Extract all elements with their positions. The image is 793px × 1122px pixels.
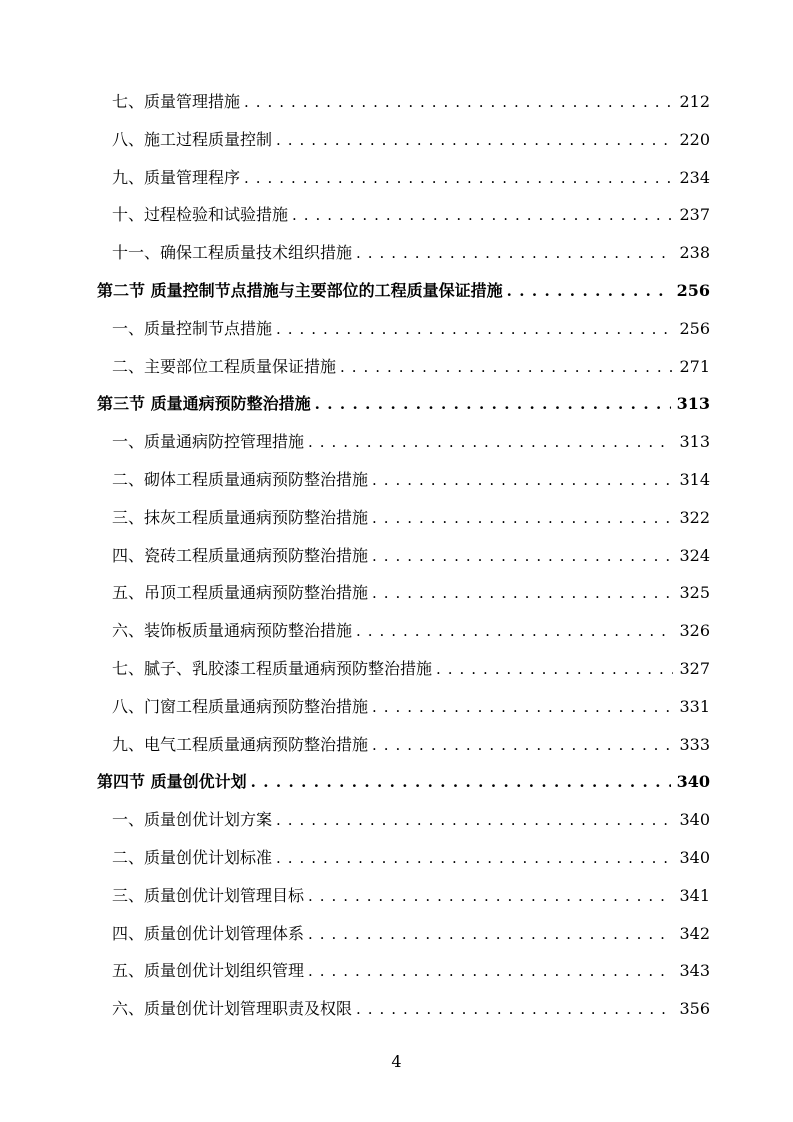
toc-entry[interactable] xyxy=(112,310,710,348)
toc-dot-leader xyxy=(276,122,673,160)
toc-dot-leader xyxy=(372,575,673,613)
toc-section-title: 第三节 质量通病预防整治措施 xyxy=(97,394,311,414)
toc-entry[interactable] xyxy=(112,726,710,764)
toc-entry-title: 八、施工过程质量控制 xyxy=(112,129,273,149)
toc-entry[interactable] xyxy=(112,612,710,650)
toc-entry-title: 一、质量创优计划方案 xyxy=(112,810,273,830)
toc-entry-title: 三、质量创优计划管理目标 xyxy=(112,885,305,905)
toc-entry-page: 342 xyxy=(679,923,710,943)
toc-entry-title: 一、质量控制节点措施 xyxy=(112,318,273,338)
toc-section-entry[interactable] xyxy=(97,385,710,423)
toc-entry-title: 八、门窗工程质量通病预防整治措施 xyxy=(112,696,369,716)
toc-dot-leader xyxy=(308,878,673,916)
toc-entry[interactable] xyxy=(112,952,710,990)
toc-section-page: 340 xyxy=(676,772,710,792)
toc-entry[interactable] xyxy=(112,537,710,575)
toc-dot-leader xyxy=(244,84,673,122)
toc-entry-page: 333 xyxy=(679,734,710,754)
toc-section-page: 313 xyxy=(676,394,710,414)
toc-dot-leader xyxy=(251,764,671,802)
toc-entry-title: 五、吊顶工程质量通病预防整治措施 xyxy=(112,583,369,603)
toc-entry-title: 六、装饰板质量通病预防整治措施 xyxy=(112,621,353,641)
page-number: 4 xyxy=(391,1052,402,1071)
toc-entry-page: 212 xyxy=(679,92,710,111)
toc-entry-page: 340 xyxy=(679,847,710,867)
toc-dot-leader xyxy=(507,273,671,311)
toc-entry-title: 二、主要部位工程质量保证措施 xyxy=(112,356,337,376)
toc-dot-leader xyxy=(356,235,673,273)
toc-entry-title: 九、质量管理程序 xyxy=(112,167,241,187)
toc-entry-page: 220 xyxy=(679,129,710,149)
toc-entry[interactable] xyxy=(112,423,710,461)
toc-entry-page: 271 xyxy=(679,356,710,376)
toc-entry-title: 十一、确保工程质量技术组织措施 xyxy=(112,243,353,263)
toc-entry[interactable] xyxy=(112,499,710,537)
toc-entry-page: 326 xyxy=(679,621,710,641)
toc-dot-leader xyxy=(244,160,673,198)
toc-dot-leader xyxy=(315,386,671,424)
toc-entry-title: 七、质量管理措施 xyxy=(112,92,241,111)
toc-entry[interactable] xyxy=(112,121,710,159)
toc-dot-leader xyxy=(276,311,673,349)
toc-dot-leader xyxy=(372,500,673,538)
toc-entry-title: 六、质量创优计划管理职责及权限 xyxy=(112,999,353,1019)
toc-dot-leader xyxy=(372,538,673,576)
toc-entry-page: 322 xyxy=(679,507,710,527)
toc-entry-page: 341 xyxy=(679,885,710,905)
toc-entry[interactable] xyxy=(112,688,710,726)
toc-entry[interactable] xyxy=(112,348,710,386)
toc-entry[interactable] xyxy=(112,234,710,272)
toc-dot-leader xyxy=(308,953,673,991)
toc-entry-title: 五、质量创优计划组织管理 xyxy=(112,961,305,981)
toc-section-title: 第四节 质量创优计划 xyxy=(97,772,247,792)
toc-entry-title: 十、过程检验和试验措施 xyxy=(112,205,289,225)
toc-entry[interactable] xyxy=(112,83,710,121)
toc-entry-title: 三、抹灰工程质量通病预防整治措施 xyxy=(112,507,369,527)
toc-entry[interactable] xyxy=(112,650,710,688)
toc-entry-title: 七、腻子、乳胶漆工程质量通病预防整治措施 xyxy=(112,658,433,678)
toc-section-entry[interactable] xyxy=(97,763,710,801)
toc-entry-page: 325 xyxy=(679,583,710,603)
toc-dot-leader xyxy=(356,991,673,1029)
toc-dot-leader xyxy=(292,197,673,235)
toc-entry-page: 234 xyxy=(679,167,710,187)
toc-dot-leader xyxy=(372,689,673,727)
toc-entry-page: 324 xyxy=(679,545,710,565)
table-of-contents xyxy=(0,83,793,1028)
toc-dot-leader xyxy=(308,916,673,954)
toc-dot-leader xyxy=(276,840,673,878)
toc-dot-leader xyxy=(436,651,673,689)
toc-dot-leader xyxy=(356,613,673,651)
toc-entry[interactable] xyxy=(112,915,710,953)
toc-section-page: 256 xyxy=(676,280,710,300)
toc-entry-title: 九、电气工程质量通病预防整治措施 xyxy=(112,734,369,754)
toc-entry[interactable] xyxy=(112,839,710,877)
toc-entry-title: 四、瓷砖工程质量通病预防整治措施 xyxy=(112,545,369,565)
toc-entry-page: 237 xyxy=(679,205,710,225)
toc-entry-page: 343 xyxy=(679,961,710,981)
toc-entry[interactable] xyxy=(112,990,710,1028)
toc-entry[interactable] xyxy=(112,877,710,915)
toc-dot-leader xyxy=(372,462,673,500)
toc-entry-title: 一、质量通病防控管理措施 xyxy=(112,432,305,452)
toc-entry[interactable] xyxy=(112,196,710,234)
toc-entry[interactable] xyxy=(112,801,710,839)
toc-section-entry[interactable] xyxy=(97,272,710,310)
toc-entry-page: 331 xyxy=(679,696,710,716)
toc-entry-page: 327 xyxy=(679,658,710,678)
toc-entry[interactable] xyxy=(112,461,710,499)
toc-entry-page: 256 xyxy=(679,318,710,338)
toc-entry-page: 340 xyxy=(679,810,710,830)
toc-entry-page: 313 xyxy=(679,432,710,452)
toc-entry-page: 356 xyxy=(679,999,710,1019)
toc-entry-title: 四、质量创优计划管理体系 xyxy=(112,923,305,943)
toc-dot-leader xyxy=(372,727,673,765)
toc-entry-title: 二、质量创优计划标准 xyxy=(112,847,273,867)
toc-entry[interactable] xyxy=(112,159,710,197)
toc-dot-leader xyxy=(276,802,673,840)
toc-entry-page: 314 xyxy=(679,469,710,489)
toc-entry[interactable] xyxy=(112,574,710,612)
toc-entry-title: 二、砌体工程质量通病预防整治措施 xyxy=(112,469,369,489)
toc-section-title: 第二节 质量控制节点措施与主要部位的工程质量保证措施 xyxy=(97,280,503,300)
toc-entry-page: 238 xyxy=(679,243,710,263)
toc-dot-leader xyxy=(340,349,673,387)
toc-dot-leader xyxy=(308,424,673,462)
